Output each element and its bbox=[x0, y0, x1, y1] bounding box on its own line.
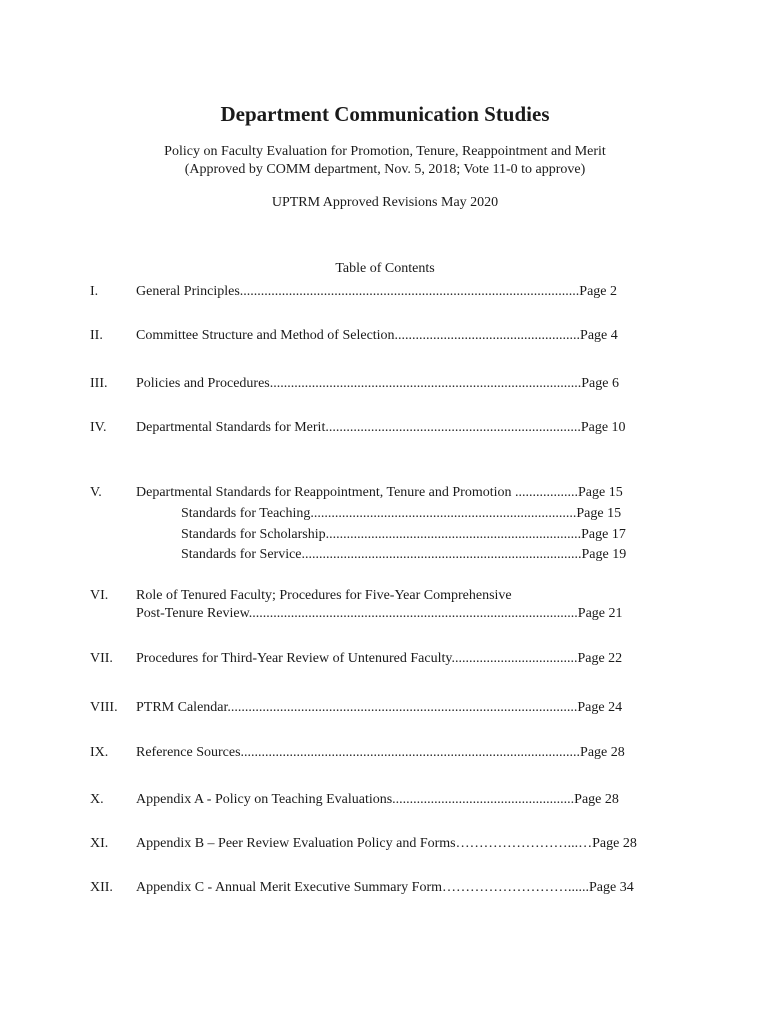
toc-number: X. bbox=[90, 792, 104, 807]
toc-text: General Principles.................................................................................................Page 2 bbox=[136, 284, 618, 299]
toc-text: Departmental Standards for Merit.........................................................................Page 10 bbox=[136, 420, 626, 435]
approval-note: (Approved by COMM department, Nov. 5, 2018; Vote 11-0 to approve) bbox=[184, 162, 586, 177]
toc-number: IX. bbox=[90, 745, 109, 760]
toc-text: Post-Tenure Review..............................................................................................Page 21 bbox=[136, 606, 623, 621]
toc-text: Procedures for Third-Year Review of Untenured Faculty....................................Page 22 bbox=[136, 651, 623, 666]
toc-number: VIII. bbox=[90, 700, 118, 715]
toc-text: Standards for Service................................................................................Page 19 bbox=[181, 547, 627, 562]
toc-number: VI. bbox=[90, 588, 109, 603]
toc-text: PTRM Calendar....................................................................................................Page 24 bbox=[136, 700, 623, 715]
toc-number: XII. bbox=[90, 880, 113, 895]
toc-text: Appendix B – Peer Review Evaluation Policy and Forms……………………...…Page 28 bbox=[136, 836, 637, 851]
toc-text: Policies and Procedures.........................................................................................Page 6 bbox=[136, 376, 619, 391]
toc-text: Standards for Scholarship.........................................................................Page 17 bbox=[181, 527, 626, 542]
toc-heading: Table of Contents bbox=[335, 261, 435, 276]
revision-note: UPTRM Approved Revisions May 2020 bbox=[271, 195, 499, 210]
policy-subtitle: Policy on Faculty Evaluation for Promotion, Tenure, Reappointment and Merit bbox=[164, 144, 606, 159]
toc-number: II. bbox=[90, 328, 103, 343]
toc-text: Appendix C - Annual Merit Executive Summary Form………………………......Page 34 bbox=[136, 880, 634, 895]
toc-text: Role of Tenured Faculty; Procedures for Five-Year Comprehensive bbox=[136, 588, 512, 603]
toc-number: VII. bbox=[90, 651, 113, 666]
toc-number: XI. bbox=[90, 836, 109, 851]
toc-number: I. bbox=[90, 284, 99, 299]
toc-number: V. bbox=[90, 485, 102, 500]
toc-text: Committee Structure and Method of Selection.....................................................Page 4 bbox=[136, 328, 618, 343]
toc-text: Appendix A - Policy on Teaching Evaluations....................................................Page 28 bbox=[136, 792, 619, 807]
toc-text: Standards for Teaching............................................................................Page 15 bbox=[181, 506, 622, 521]
toc-text: Departmental Standards for Reappointment, Tenure and Promotion ..................Page 15 bbox=[136, 485, 623, 500]
toc-number: IV. bbox=[90, 420, 107, 435]
toc-text: Reference Sources.................................................................................................Page 28 bbox=[136, 745, 625, 760]
toc-number: III. bbox=[90, 376, 108, 391]
document-title: Department Communication Studies bbox=[220, 102, 550, 126]
